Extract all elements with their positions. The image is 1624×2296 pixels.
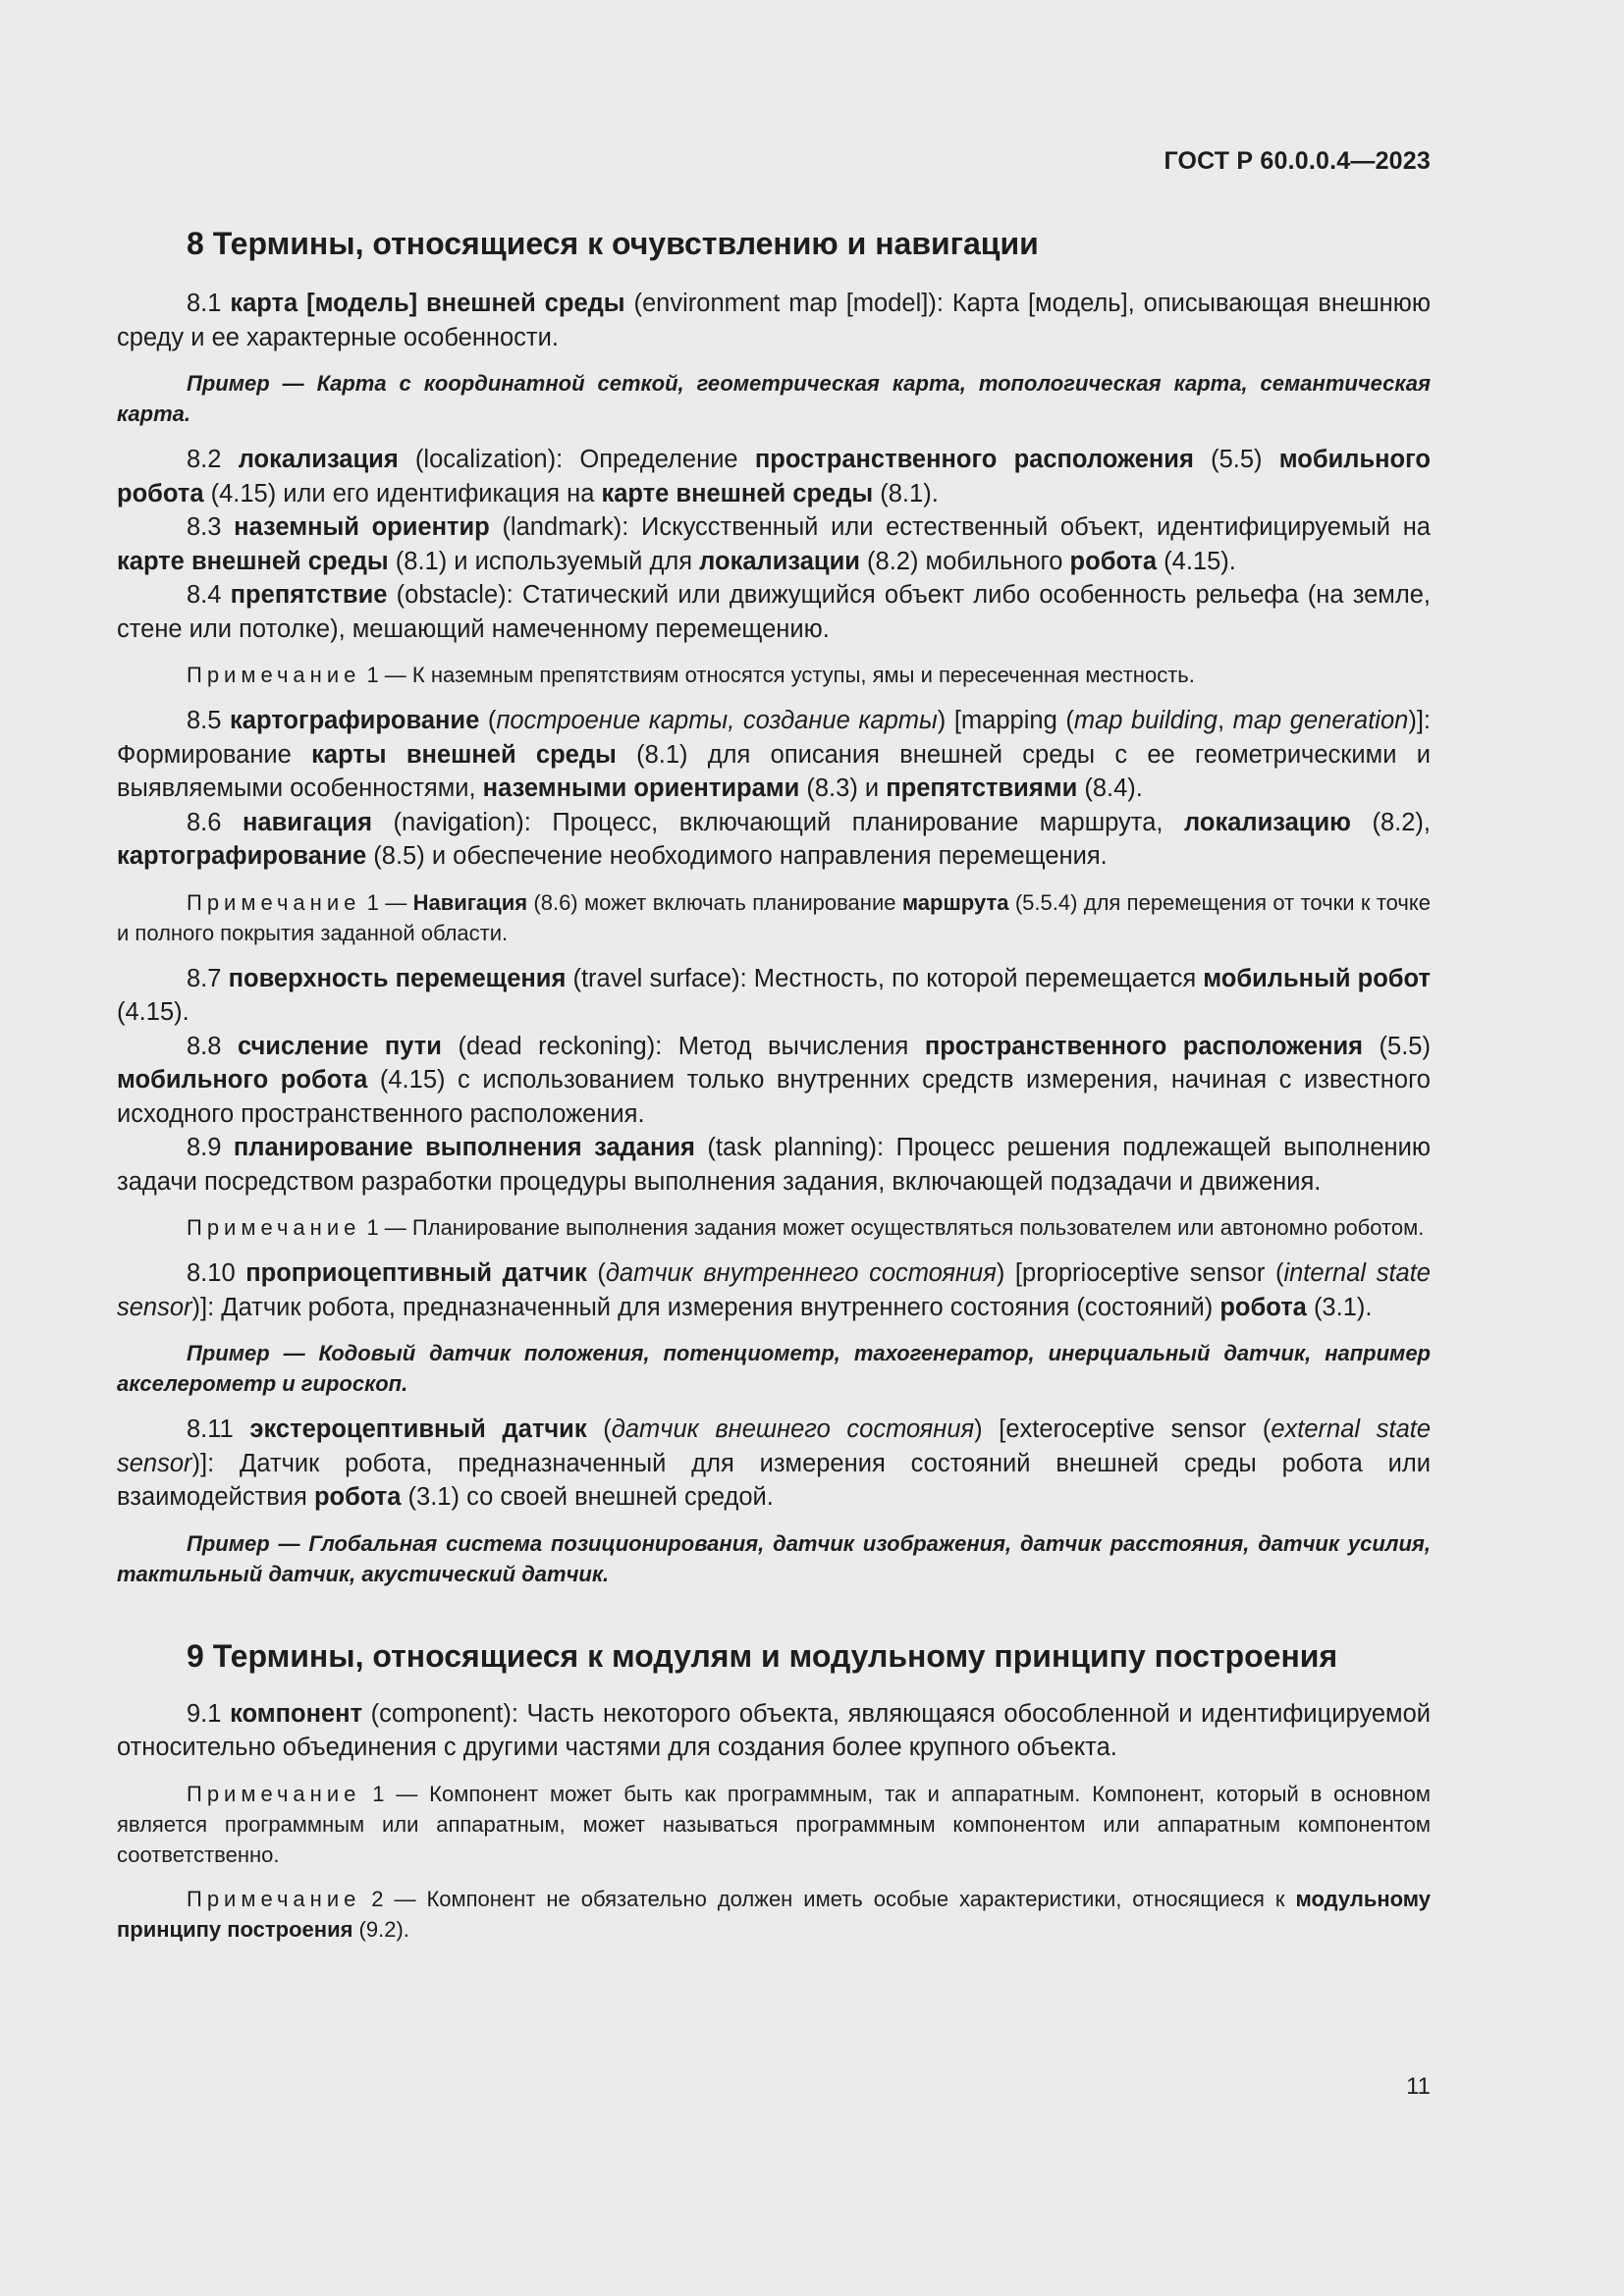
- example-8-1: Пример — Карта с координатной сеткой, геометрическая карта, топологическая карта, семантическая карта.: [117, 371, 1431, 426]
- note-text: (9.2).: [352, 1916, 409, 1942]
- term-text: (: [586, 1259, 606, 1287]
- term-text: (8.4).: [1077, 774, 1143, 802]
- term-definition: (environment map [model]): Карта [модель], описывающая внешнюю среду и ее характерные особенности.: [117, 290, 1431, 351]
- term-synonym: построение карты, создание карты: [496, 707, 938, 734]
- term-reference: пространственного расположения: [754, 446, 1194, 473]
- term-8-5: [117, 704, 1431, 806]
- term-text: (navigation): Процесс, включающий планирование маршрута,: [371, 808, 1184, 836]
- term-8-10: [117, 1256, 1431, 1324]
- term-8-9: [117, 1131, 1431, 1199]
- term-definition: (obstacle): Статический или движущийся объект либо особенность рельефа (на земле, стене или потолке), мешающий намеченному перемещению.: [117, 581, 1431, 643]
- term-8-1: [117, 287, 1431, 354]
- term-8-11: [117, 1413, 1431, 1515]
- term-text: ) [exteroceptive sensor (: [974, 1415, 1272, 1443]
- term-text: (localization): Определение: [398, 446, 755, 473]
- term-reference: локализации: [699, 547, 860, 575]
- term-text: (4.15) или его идентификация на: [203, 479, 602, 507]
- term-synonym: map generation: [1232, 707, 1409, 734]
- term-text: (8.2),: [1350, 808, 1431, 836]
- note-9-1-b: [117, 1884, 1431, 1945]
- term-text: (4.15).: [1157, 547, 1236, 575]
- term-name: локализация: [238, 446, 399, 473]
- note-label: Примечание: [187, 663, 361, 687]
- term-9-1: [117, 1697, 1431, 1765]
- term-text: (8.1) для описания внешней среды с ее геометрическими и выявляемыми особенностями,: [117, 740, 1431, 802]
- term-reference: мобильного робота: [117, 1066, 368, 1094]
- term-number: 8.9: [187, 1134, 234, 1161]
- term-reference: препятствиями: [886, 774, 1078, 802]
- term-text: )]: Датчик робота, предназначенный для измерения состояний внешней среды робота или взаимодействия: [117, 1449, 1431, 1511]
- note-label: Примечание: [187, 1781, 361, 1806]
- note-reference: маршрута: [901, 889, 1009, 915]
- section-8-title: 8 Термины, относящиеся к очувствлению и навигации: [187, 226, 1039, 261]
- term-text: )]: Датчик робота, предназначенный для измерения внутреннего состояния (состояний): [191, 1293, 1220, 1321]
- term-reference: локализацию: [1184, 808, 1351, 836]
- term-text: (3.1).: [1306, 1293, 1373, 1321]
- note-text: 1 — Компонент может быть как программным, так и аппаратным. Компонент, который в основном является программным или аппаратным, может называться программным компонентом или аппаратным компонентом соответственно.: [117, 1781, 1431, 1867]
- term-text: (: [586, 1415, 612, 1443]
- term-number: 8.8: [187, 1032, 238, 1060]
- term-text: (8.1).: [873, 479, 939, 507]
- term-text: (dead reckoning): Метод вычисления: [441, 1032, 925, 1060]
- section-9-title: 9 Термины, относящиеся к модулям и модульному принципу построения: [187, 1637, 1338, 1674]
- term-reference: карте внешней среды: [117, 547, 389, 575]
- term-text: (8.3) и: [799, 774, 887, 802]
- term-text: (4.15) с использованием только внутренних средств измерения, начиная с известного исходного пространственного расположения.: [117, 1066, 1431, 1128]
- term-synonym: external state sensor: [117, 1415, 1432, 1477]
- term-8-7: [117, 962, 1431, 1030]
- term-number: 8.1: [187, 290, 231, 317]
- term-reference: карте внешней среды: [601, 479, 874, 507]
- term-text: (travel surface): Местность, по которой перемещается: [566, 964, 1204, 992]
- term-text: (8.2) мобильного: [859, 547, 1070, 575]
- note-text: 1 —: [360, 889, 413, 915]
- term-text: (: [479, 707, 497, 734]
- term-text: (8.1) и используемый для: [388, 547, 700, 575]
- term-number: 8.7: [187, 964, 229, 992]
- term-text: (3.1) со своей внешней средой.: [401, 1483, 774, 1511]
- term-reference: робота: [1219, 1293, 1307, 1321]
- term-text: )]: Формирование: [117, 707, 1431, 769]
- note-8-6: [117, 887, 1431, 948]
- term-8-6: [117, 806, 1431, 874]
- term-synonym: датчик внешнего состояния: [611, 1415, 975, 1443]
- term-reference: наземными ориентирами: [482, 774, 800, 802]
- term-name: наземный ориентир: [234, 513, 490, 541]
- term-name: препятствие: [230, 581, 388, 609]
- term-name: картографирование: [230, 707, 480, 734]
- term-number: 8.4: [187, 581, 231, 609]
- note-text: 2 — Компонент не обязательно должен иметь особые характеристики, относящиеся к: [360, 1886, 1296, 1911]
- term-number: 8.11: [187, 1415, 250, 1443]
- note-label: Примечание: [187, 1215, 361, 1240]
- note-text: (5.5.4) для перемещения от точки к точке и полного покрытия заданной области.: [117, 889, 1431, 945]
- note-text: 1 — Планирование выполнения задания может осуществляться пользователем или автономно роботом.: [360, 1215, 1425, 1240]
- term-number: 8.3: [187, 513, 235, 541]
- term-definition: (task planning): Процесс решения подлежащей выполнению задачи посредством разработки процедуры выполнения задания, включающей подзадачи и движения.: [117, 1134, 1431, 1196]
- term-name: компонент: [230, 1699, 363, 1728]
- term-name: счисление пути: [237, 1032, 442, 1060]
- term-synonym: map building: [1073, 707, 1218, 734]
- term-name: экстероцептивный датчик: [249, 1415, 587, 1443]
- term-name: проприоцептивный датчик: [245, 1259, 587, 1287]
- term-reference: робота: [313, 1483, 402, 1511]
- term-synonym: датчик внутреннего состояния: [605, 1259, 997, 1287]
- term-name: поверхность перемещения: [228, 964, 567, 992]
- term-reference: пространственного расположения: [924, 1032, 1364, 1060]
- term-text: (8.5) и обеспечение необходимого направления перемещения.: [366, 842, 1108, 870]
- note-8-4: [117, 660, 1431, 690]
- term-8-8: [117, 1030, 1431, 1132]
- term-text: (4.15).: [117, 998, 189, 1026]
- term-8-2: [117, 443, 1431, 510]
- term-reference: мобильный робот: [1203, 964, 1431, 992]
- document-header: ГОСТ Р 60.0.0.4—2023: [1164, 147, 1431, 175]
- term-name: навигация: [243, 808, 372, 836]
- term-number: 8.2: [187, 446, 239, 473]
- note-label: Примечание: [187, 1886, 361, 1911]
- term-8-4: [117, 578, 1431, 646]
- term-text: (5.5): [1193, 446, 1279, 473]
- term-reference: картографирование: [117, 842, 367, 870]
- term-text: (landmark): Искусственный или естественный объект, идентифицируемый на: [489, 513, 1431, 541]
- page-body: [117, 222, 1431, 1958]
- term-number: 8.6: [187, 808, 243, 836]
- note-reference: Навигация: [412, 889, 528, 915]
- note-text: 1 — К наземным препятствиям относятся уступы, ямы и пересеченная местность.: [360, 663, 1195, 687]
- example-8-11: Пример — Глобальная система позиционирования, датчик изображения, датчик расстояния, датчик усилия, тактильный датчик, акустический датчик.: [117, 1530, 1431, 1586]
- note-9-1-a: [117, 1779, 1431, 1870]
- term-number: 8.5: [187, 707, 231, 734]
- example-8-10: Пример — Кодовый датчик положения, потенциометр, тахогенератор, инерциальный датчик, например акселерометр и гироскоп.: [117, 1341, 1431, 1396]
- term-number: 8.10: [187, 1259, 246, 1287]
- note-label: Примечание: [187, 889, 361, 915]
- term-reference: карты внешней среды: [311, 740, 617, 769]
- term-reference: робота: [1069, 547, 1158, 575]
- note-8-9: [117, 1212, 1431, 1243]
- note-text: (8.6) может включать планирование: [527, 889, 902, 915]
- term-name: планирование выполнения задания: [233, 1134, 695, 1161]
- term-text: ) [proprioceptive sensor (: [996, 1259, 1284, 1287]
- term-number: 9.1: [187, 1699, 231, 1728]
- term-text: (5.5): [1363, 1032, 1431, 1060]
- term-name: карта [модель] внешней среды: [230, 290, 625, 317]
- term-8-3: [117, 510, 1431, 578]
- term-synonym: internal state sensor: [117, 1259, 1431, 1321]
- page-number: 11: [1406, 2073, 1431, 2100]
- term-definition: (component): Часть некоторого объекта, являющаяся обособленной и идентифицируемой относительно объединения с другими частями для создания более крупного объекта.: [117, 1699, 1431, 1761]
- note-reference: модульному принципу построения: [117, 1886, 1431, 1942]
- term-reference: мобильного робота: [117, 446, 1431, 507]
- term-text: ) [mapping (: [937, 707, 1074, 734]
- term-text: ,: [1217, 707, 1233, 734]
